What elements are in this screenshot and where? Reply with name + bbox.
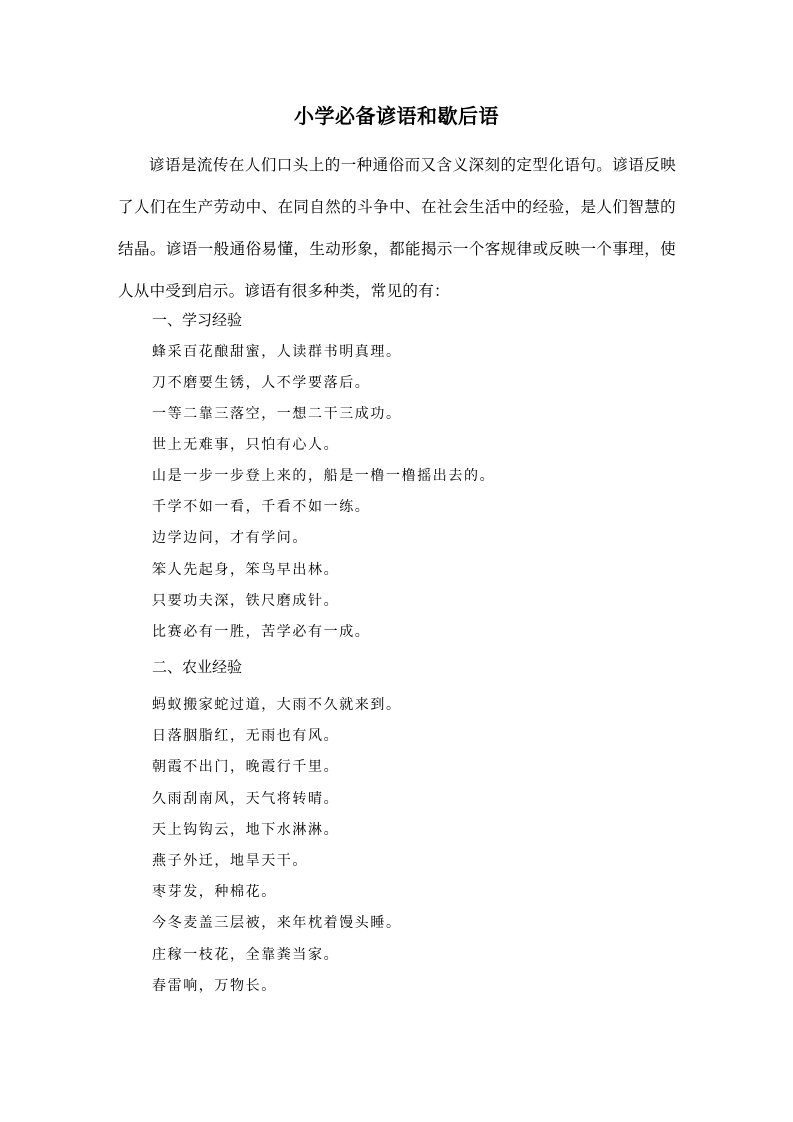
proverb-item: 蜂采百花酿甜蜜，人读群书明真理。 — [152, 344, 402, 360]
proverb-item: 只要功夫深，铁尺磨成针。 — [152, 593, 340, 609]
proverb-item: 千学不如一看，千看不如一练。 — [152, 499, 371, 515]
intro-paragraph: 谚语是流传在人们口头上的一种通俗而又含义深刻的定型化语句。谚语反映了人们在生产劳动中、在同自然的斗争中、在社会生活中的经验，是人们智慧的结晶。谚语一般通俗易懂，生动形象，都能揭示一个客规律或反映一个事理，使人从中受到启示。谚语有很多种类，常见的有： — [118, 156, 676, 300]
proverb-item: 日落胭脂红，无雨也有风。 — [152, 728, 340, 744]
proverb-item: 山是一步一步登上来的，船是一橹一橹摇出去的。 — [152, 468, 496, 484]
proverb-item: 笨人先起身，笨鸟早出林。 — [152, 562, 340, 578]
proverb-item: 枣芽发，种棉花。 — [152, 884, 277, 900]
proverb-item: 今冬麦盖三层被，来年枕着馒头睡。 — [152, 915, 402, 931]
proverb-item: 一等二靠三落空，一想二干三成功。 — [152, 406, 402, 422]
proverb-item: 庄稼一枝花，全靠粪当家。 — [152, 947, 340, 963]
proverb-item: 燕子外迁，地旱天干。 — [152, 853, 308, 869]
proverb-item: 天上钩钩云，地下水淋淋。 — [152, 822, 340, 838]
proverb-item: 世上无难事，只怕有心人。 — [152, 437, 340, 453]
section-heading-study: 一、学习经验 — [152, 311, 243, 329]
proverb-item: 久雨刮南风，天气将转晴。 — [152, 791, 340, 807]
proverb-item: 朝霞不出门，晚霞行千里。 — [152, 759, 340, 775]
proverb-item: 蚂蚁搬家蛇过道，大雨不久就来到。 — [152, 697, 402, 713]
proverb-item: 比赛必有一胜，苦学必有一成。 — [152, 624, 371, 640]
proverb-item: 边学边问，才有学问。 — [152, 530, 308, 546]
section-heading-farming: 二、农业经验 — [152, 658, 243, 676]
proverb-item: 刀不磨要生锈，人不学要落后。 — [152, 375, 371, 391]
page-title: 小学必备谚语和歇后语 — [294, 104, 499, 128]
proverb-item: 春雷响，万物长。 — [152, 978, 277, 994]
